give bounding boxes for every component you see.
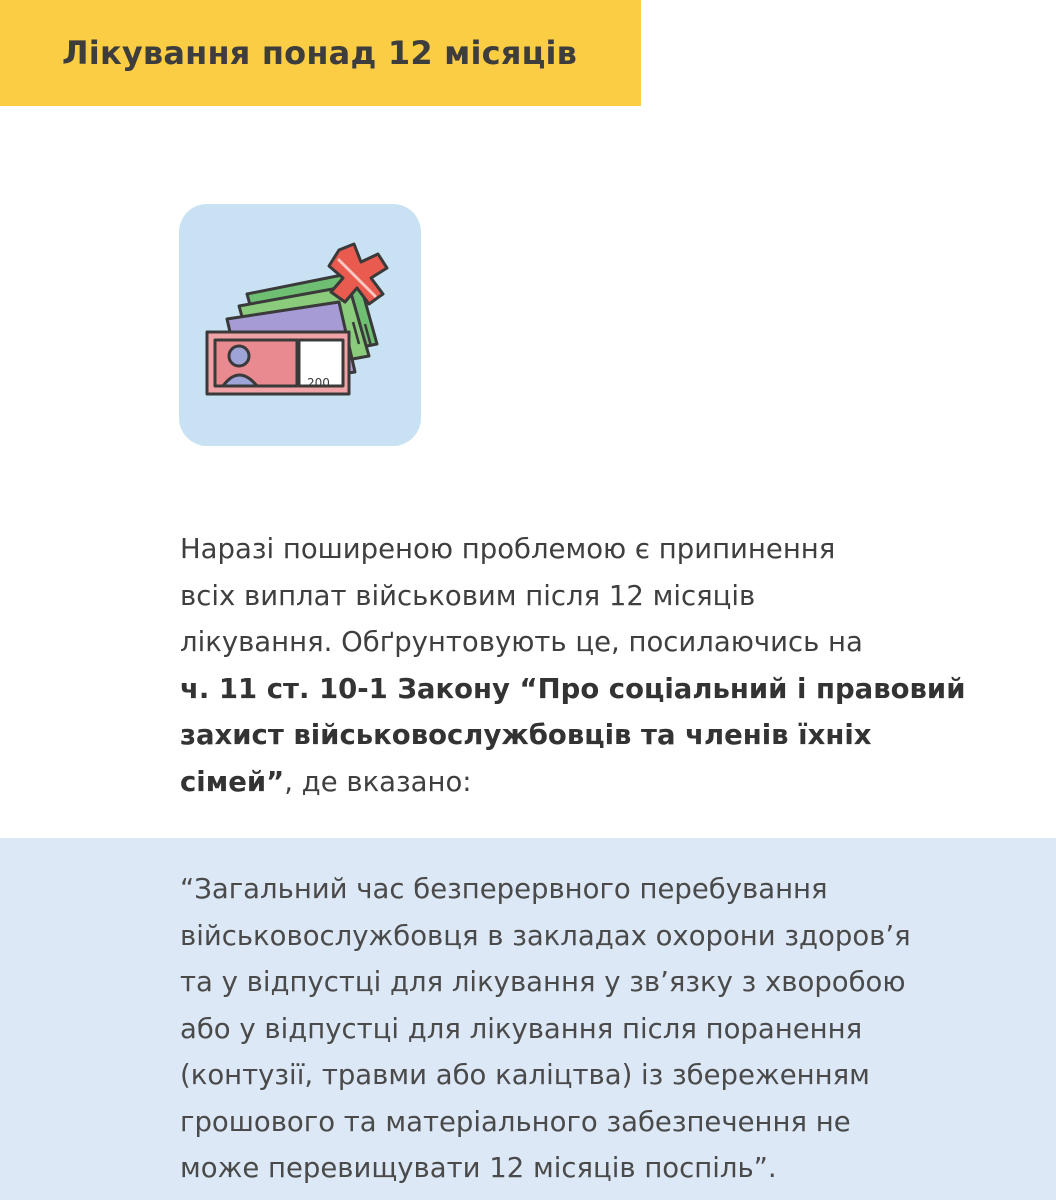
intro-outro: , де вказано: [284, 765, 472, 798]
quote-line-3: та у відпустці для лікування у зв’язку з хворобою [180, 966, 906, 998]
quote-line-7: може перевищувати 12 місяців поспіль”. [180, 1152, 777, 1184]
icon-tile [179, 204, 421, 446]
law-reference-line-1: ч. 11 ст. 10-1 Закону “Про соціальний і правовий [180, 672, 966, 705]
intro-line-2: всіх виплат військовим після 12 місяців [180, 579, 756, 612]
quote-line-2: військовослужбовця в закладах охорони здоров’я [180, 919, 911, 952]
intro-line-3: лікування. Обґрунтовують це, посилаючись на [180, 626, 863, 658]
quote-line-4: або у відпустці для лікування після поранення [180, 1012, 863, 1045]
money-stop-icon [179, 204, 421, 446]
quote-line-6: грошового та матеріального забезпечення не [180, 1105, 851, 1138]
law-reference-line-3: сімей” [180, 765, 285, 798]
quote-panel [0, 838, 1056, 1200]
intro-paragraph [180, 526, 1040, 805]
banknote-value: 200 [307, 376, 330, 390]
law-quote [180, 866, 1040, 1192]
law-reference-line-2: захист військовослужбовців та членів їхніх [180, 719, 872, 751]
page-title: Лікування понад 12 місяців [62, 34, 578, 72]
intro-line-1: Наразі поширеною проблемою є припинення [180, 533, 836, 565]
quote-line-1: “Загальний час безперервного перебування [180, 873, 828, 905]
title-banner [0, 0, 641, 106]
quote-line-5: (контузії, травми або каліцтва) із збереженням [180, 1059, 870, 1091]
